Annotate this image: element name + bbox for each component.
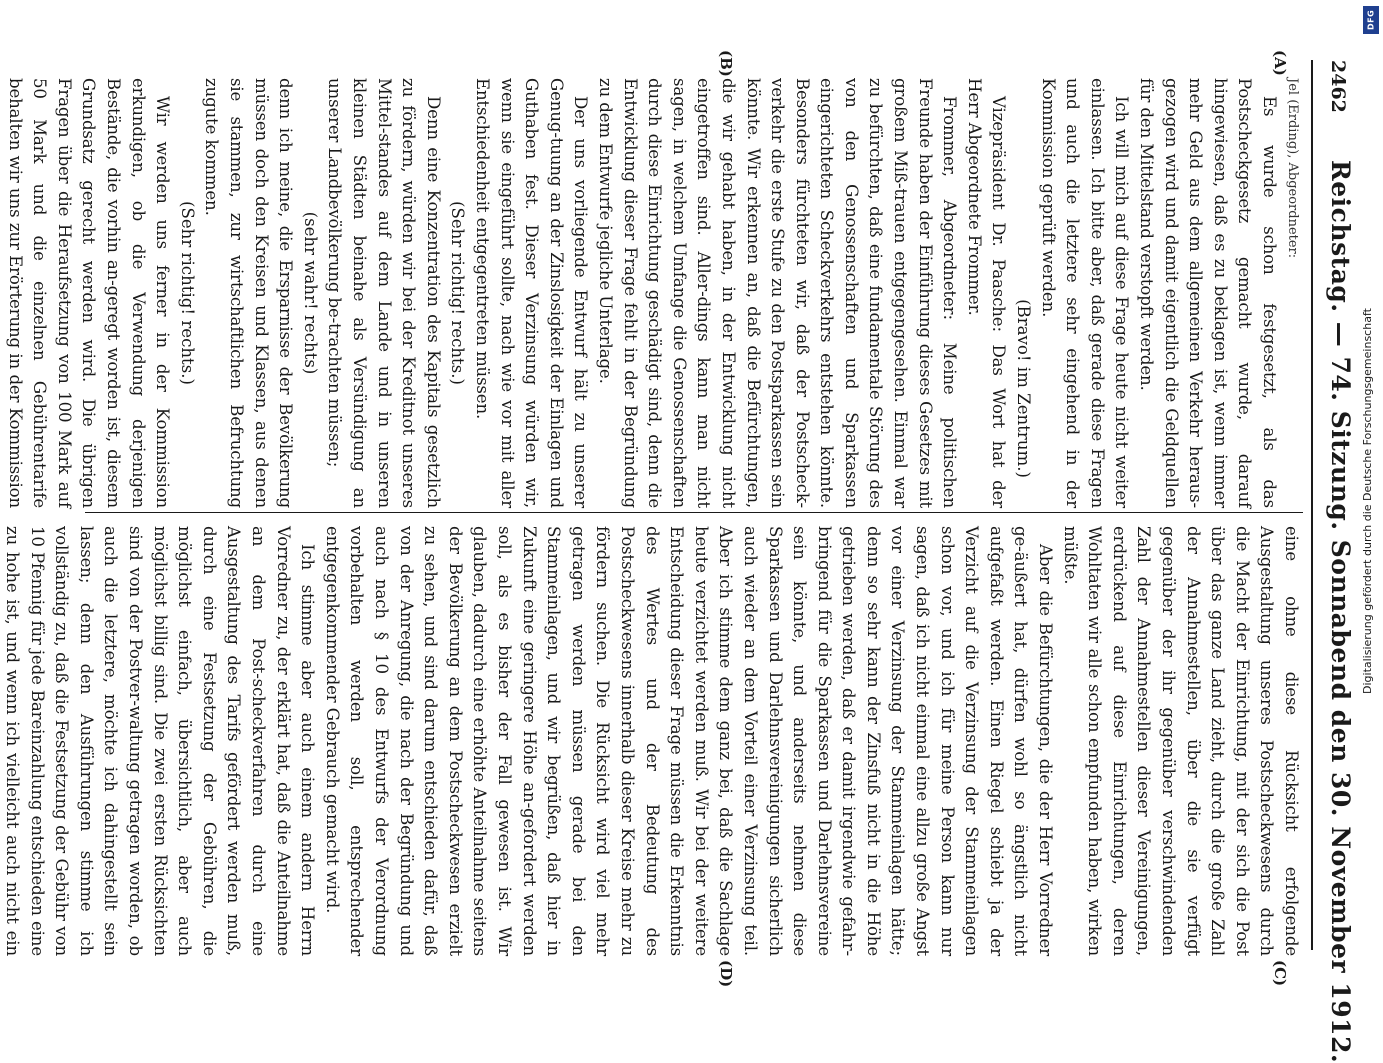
left-column <box>5 78 1303 508</box>
margin-letter-d: (D) <box>717 960 735 988</box>
applause-note: (sehr wahr! rechts) <box>300 211 320 375</box>
margin-letter-b: (B) <box>717 50 735 77</box>
president-call: Vizepräsident Dr. Paasche: Das Wort hat der Herr Abgeordnete Frommer. <box>964 78 1009 508</box>
paragraph: Es wurde schon festgesetzt, als das Postscheckgesetz gemacht wurde, darauf hingewiesen, daß es zu beklagen ist, wenn immer mehr Geld aus dem allgemeinen Verkehr heraus-gezogen wird und damit eigentlich die Geldquellen für den Mittelstand verstopft werden. <box>1137 78 1279 508</box>
page-number: 2462 <box>1327 60 1349 113</box>
applause-note: (Bravo! im Zentrum.) <box>1014 299 1034 478</box>
running-head <box>1317 60 1359 1063</box>
paragraph: Ich stimme aber auch einem andern Herrn Vorredner zu, der erklärt hat, daß die Anteilnahme an dem Post-scheckverfahren durch eine Ausgestaltung des Tarifs gefördert werden muß, durch eine Festsetzung der Gebühren, die möglichst einfach, übersichtlich, aber auch möglichst billig sind. Die zwei ersten Rücksichten sind von der Postver-waltung getragen worden, ob auch die letztere, möchte ich dahingestellt sein lassen; denn den Ausführungen stimme ich vollständig zu, daß die Festsetzung der Gebühr von 10 Pfennig für jede Bareinzahlung entschieden eine zu hohe ist, und wenn ich vielleicht auch nicht ein <box>3 526 318 956</box>
speaker-reference: Jel (Erding), Abgeordneter: <box>1285 78 1300 259</box>
paragraph: Denn eine Konzentration des Kapitals gesetzlich zu fördern, würden wir bei der Kreditnot unseres Mittel-standes auf dem Lande und in unseren kleinen Städten beinahe als Versündigung an unserer Landbevölkerung be-trachten müssen; <box>325 78 443 508</box>
column-divider <box>85 512 1303 513</box>
paragraph: Ich will mich auf diese Frage heute nicht weiter einlassen. Ich bitte aber, daß gerade diese Fragen und auch die letztere sehr eingehend in der Kommission geprüft werden. <box>1038 78 1132 508</box>
applause-note: (Sehr richtig! rechts.) <box>448 201 468 385</box>
paragraph: denn ich meine, die Ersparnisse der Bevölkerung müssen doch den Kreisen und Klassen, aus denen sie stammen, zur wirtschaftlichen Befruchtung zugute kommen. <box>202 78 296 508</box>
paragraph: Frommer, Abgeordneter: Meine politischen Freunde haben der Einführung dieses Gesetzes mit großem Miß-trauen entgegengesehen. Einmal war zu befürchten, daß eine fundamentale Störung des von den Genossenschaften und Sparkassen eingerichteten Scheckverkehrs entstehen könnte. Besonders fürchteten wir, daß der Postscheck-verkehr die erste Stufe zu den Postsparkassen sein könnte. Wir erkennen an, daß die Befürchtungen, die wir gehabt haben, in der Entwicklung nicht eingetroffen sind. Aller-dings kann man nicht sagen, in welchem Umfange die Genossenschaften durch diese Einrichtung geschädigt sind, denn die Entwicklung dieser Frage fehlt in der Begründung zu dem Entwurfe jegliche Unterlage. <box>595 78 960 508</box>
running-title: Reichstag. — 74. Sitzung. Sonnabend den 30. November 1912. <box>1326 160 1355 1063</box>
paragraph: Wir werden uns ferner in der Kommission erkundigen, ob die Verwendung derjenigen Bestände, die vorhin an-geregt worden ist, diesem Grundsatz gerecht werden wird. Die übrigen Fragen über die Heraufsetzung von 100 Mark auf 50 Mark und die einzelnen Gebührentarife behalten wir uns zur Erörterung in der Kommission <box>5 78 173 508</box>
margin-letter-a: (A) <box>1271 50 1289 76</box>
paragraph: eine ohne diese Rücksicht erfolgende Ausgestaltung unseres Postscheckwesens durch die Macht der Einrichtung, mit der sich die Post über das ganze Land zieht, durch die große Zahl der Annahmestellen, über die sie verfügt gegenüber der ihr gegenüber verschwindenden Zahl der Annahmestellen dieser Vereinigungen, erdrückend auf diese Einrichtungen, deren Wohltaten wir alle schon empfunden haben, wirken müßte. <box>1060 526 1301 956</box>
applause-note: (Sehr richtig! rechts.) <box>177 201 197 385</box>
digitization-credit: Digitalisierung gefördert durch die Deutsche Forschungsgemeinschaft <box>1361 308 1374 694</box>
dfg-logo: DFG <box>1363 6 1379 34</box>
right-column <box>3 526 1303 956</box>
paragraph: Aber die Befürchtungen, die der Herr Vorredner ge-äußert hat, dürfen wohl so ängstlich nicht aufgefaßt werden. Einen Riegel schiebt ja der Verzicht auf die Verzinsung der Stammeinlagen schon vor, und ich für meine Person kann nur sagen, daß ich nicht einmal eine allzu große Angst vor einer Verzinsung der Stammeinlagen hätte; denn so sehr kann der Zinsfuß nicht in die Höhe getrieben werden, daß er damit irgendwie gefahr-bringend für die Sparkassen und Darlehnsvereine sein könnte, und anderseits nehmen diese Sparkassen und Darlehnsvereinigungen sicherlich auch wieder an dem Vorteil einer Verzinsung teil. Aber ich stimme dem ganz bei, daß die Sachlage heute verzichtet werden muß. Wir bei der weitere Entscheidung dieser Frage müssen die Erkenntnis des Wertes und der Bedeutung des Postscheckwesens innerhalb dieser Kreise mehr zu fördern suchen. Die Rücksicht wird viel mehr getragen werden müssen gerade bei den Stammeinlagen, und wir begrüßen, daß hier in Zukunft eine geringere Höhe an-gefordert werden soll, als es bisher der Fall gewesen ist. Wir glauben, dadurch eine erhöhte Anteilnahme seitens der Bevölkerung an dem Postscheckwesen erzielt zu sehen, und sind darum entschieden dafür, daß von der Anregung, die nach der Begründung und auch nach § 10 des Entwurfs der Verordnung vorbehalten werden soll, entsprechender entgegenkommender Gebrauch gemacht wird. <box>322 526 1056 956</box>
paragraph: Der uns vorliegende Entwurf hält zu unserer Genug-tuung an der Zinslosigkeit der Einlagen und Guthaben fest. Dieser Verzinsung würden wir, wenn sie eingeführt sollte, nach wie vor mit aller Entschiedenheit entgegentreten müssen. <box>473 78 591 508</box>
margin-letter-c: (C) <box>1271 960 1289 987</box>
header-rule <box>1311 60 1313 950</box>
